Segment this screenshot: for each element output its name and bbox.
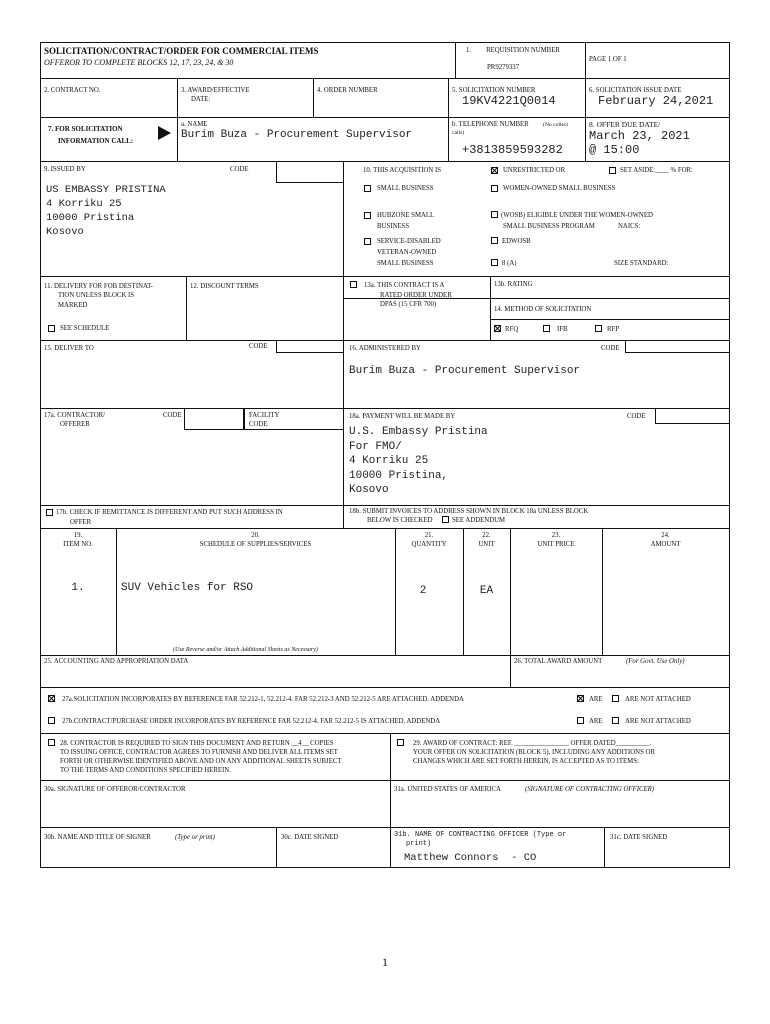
ifb-checkbox[interactable] xyxy=(543,325,550,332)
issuer-line-3: 10000 Pristina xyxy=(46,212,135,224)
signer-name-note: (Type or print) xyxy=(175,834,215,841)
award-date-label: 3. AWARD/EFFECTIVE xyxy=(181,87,250,94)
27b-checkbox[interactable] xyxy=(48,717,55,724)
contracting-officer-name: Matthew Connors - CO xyxy=(404,852,537,864)
unrestricted-checkbox[interactable] xyxy=(491,167,498,174)
payer-line-1: U.S. Embassy Pristina xyxy=(349,426,488,438)
hubzone-checkbox[interactable] xyxy=(364,212,371,219)
see-addendum-label: SEE ADDENDUM xyxy=(452,517,506,524)
discount-terms-label: 12. DISCOUNT TERMS xyxy=(190,283,259,290)
col-item-no-num: 19. xyxy=(73,532,83,539)
total-award-note: (For Govt. Use Only) xyxy=(626,658,685,665)
deliver-to-label: 15. DELIVER TO xyxy=(44,345,94,352)
wosb-checkbox[interactable] xyxy=(491,211,498,218)
form-subtitle: OFFEROR TO COMPLETE BLOCKS 12, 17, 23, 24, & 30 xyxy=(44,58,234,67)
usa-note: (SIGNATURE OF CONTRACTING OFFICER) xyxy=(525,786,655,793)
administered-by-label: 16. ADMINISTERED BY xyxy=(349,345,421,352)
27b-are-checkbox[interactable] xyxy=(577,717,584,724)
col-quantity-num: 21. xyxy=(424,532,434,539)
offer-due-time: @ 15:00 xyxy=(589,143,640,157)
29-label-1: 29. AWARD OF CONTRACT: REF. ________________ OFFER DATED__________. xyxy=(413,740,652,747)
8a-checkbox[interactable] xyxy=(491,259,498,266)
issuer-line-2: 4 Korriku 25 xyxy=(46,198,122,210)
contracting-officer-label-2: print) xyxy=(406,840,432,848)
28-label-3: FORTH OR OTHERWISE IDENTIFIED ABOVE AND ON ANY ADDITIONAL SHEETS SUBJECT xyxy=(60,758,342,765)
28-checkbox[interactable] xyxy=(48,739,55,746)
remittance-checkbox[interactable] xyxy=(46,509,53,516)
delivery-label-3: MARKED xyxy=(58,302,88,309)
27b-are-label: ARE xyxy=(589,718,603,725)
contact-name-label: a. NAME xyxy=(181,121,208,128)
rating-label: 13b. RATING xyxy=(494,281,533,288)
total-award-label: 26. TOTAL AWARD AMOUNT xyxy=(514,658,603,665)
payment-code-label: CODE xyxy=(627,413,646,420)
payer-line-4: 10000 Pristina, xyxy=(349,469,449,482)
administered-code-label: CODE xyxy=(601,345,620,352)
col-schedule-num: 20. xyxy=(251,532,260,539)
order-number-label: 4. ORDER NUMBER xyxy=(317,87,378,94)
contractor-label: 17a. CONTRACTOR/ xyxy=(44,412,106,419)
small-business-label: SMALL BUSINESS xyxy=(377,185,434,192)
payer-line-2: For FMO/ xyxy=(349,440,402,453)
rated-order-checkbox[interactable] xyxy=(350,281,357,288)
set-aside-label: SET ASIDE:____ % FOR: xyxy=(620,167,693,174)
description-cell: SUV Vehicles for RSO xyxy=(121,582,254,594)
size-standard-label: SIZE STANDARD: xyxy=(614,260,669,267)
col-schedule: SCHEDULE OF SUPPLIES/SERVICES xyxy=(199,541,312,548)
telephone-label: b. TELEPHONE NUMBER xyxy=(452,121,529,128)
27a-are-label: ARE xyxy=(589,696,603,703)
see-schedule-checkbox[interactable] xyxy=(48,325,55,332)
solicitation-number-label: 5. SOLICITATION NUMBER xyxy=(452,87,536,94)
offer-due-date: March 23, 2021 xyxy=(589,129,690,143)
8a-label: 8 (A) xyxy=(502,260,517,267)
edwosb-label: EDWOSB xyxy=(502,238,531,245)
col-amount: AMOUNT xyxy=(650,541,681,548)
27b-not-checkbox[interactable] xyxy=(612,717,619,724)
service-disabled-label-2: VETERAN-OWNED xyxy=(377,249,437,256)
delivery-label: 11. DELIVERY FOR FOB DESTINAT- xyxy=(44,283,153,290)
service-disabled-label: SERVICE-DISABLED xyxy=(377,238,441,245)
deliver-code-label: CODE xyxy=(249,343,268,350)
edwosb-checkbox[interactable] xyxy=(491,237,498,244)
col-unit-num: 22. xyxy=(482,532,491,539)
service-disabled-label-3: SMALL BUSINESS xyxy=(377,260,434,267)
27a-are-checkbox[interactable] xyxy=(577,695,584,702)
unrestricted-label: UNRESTRICTED OR xyxy=(503,167,566,174)
facility-label: FACILITY xyxy=(249,412,280,419)
page-indicator: PAGE 1 OF 1 xyxy=(589,56,627,63)
officer-date-signed-label: 31c. DATE SIGNED xyxy=(610,834,668,841)
accounting-label: 25. ACCOUNTING AND APPROPRIATION DATA xyxy=(44,658,189,665)
solicitation-number: 19KV4221Q0014 xyxy=(462,94,556,108)
offer-due-label: 8. OFFER DUE DATE/ xyxy=(589,120,661,129)
issue-date: February 24,2021 xyxy=(598,94,714,108)
28-label-4: TO THE TERMS AND CONDITIONS SPECIFIED HEREIN. xyxy=(60,767,231,774)
contract-no-label: 2. CONTRACT NO. xyxy=(44,87,101,94)
payment-label: 18a. PAYMENT WILL BE MADE BY xyxy=(349,413,456,420)
small-business-checkbox[interactable] xyxy=(364,185,371,192)
arrow-right-icon xyxy=(158,126,171,140)
rated-order-label-2: RATED ORDER UNDER xyxy=(380,292,452,299)
28-label-1: 28. CONTRACTOR IS REQUIRED TO SIGN THIS DOCUMENT AND RETURN __4__ COPIES xyxy=(60,740,334,747)
rfq-label: RFQ xyxy=(505,326,519,333)
form-title: SOLICITATION/CONTRACT/ORDER FOR COMMERCIAL ITEMS xyxy=(44,46,319,56)
col-item-no: ITEM NO. xyxy=(63,541,93,548)
27a-checkbox[interactable] xyxy=(48,695,55,702)
delivery-label-2: TION UNLESS BLOCK IS xyxy=(58,292,135,299)
naics-label: NAICS: xyxy=(618,223,641,230)
rated-order-label: 13a. THIS CONTRACT IS A xyxy=(364,282,445,289)
29-label-3: CHANGES WHICH ARE SET FORTH HEREIN, IS ACCEPTED AS TO ITEMS: xyxy=(413,758,639,765)
rfp-checkbox[interactable] xyxy=(595,325,602,332)
req-number-label: 1. xyxy=(466,47,472,54)
req-value: PR9279337 xyxy=(487,64,520,71)
req-label: REQUISITION NUMBER xyxy=(486,47,560,54)
offeror-signature-label: 30a. SIGNATURE OF OFFEROR/CONTRACTOR xyxy=(44,786,186,793)
service-disabled-checkbox[interactable] xyxy=(364,238,371,245)
item-no-cell: 1. xyxy=(71,582,85,594)
method-label: 14. METHOD OF SOLICITATION xyxy=(494,306,592,313)
page-number: 1 xyxy=(382,955,388,969)
hubzone-label-2: BUSINESS xyxy=(377,223,410,230)
payer-line-5: Kosovo xyxy=(349,484,389,496)
hubzone-label: HUBZONE SMALL xyxy=(377,212,435,219)
wosb-label: (WOSB) ELIGIBLE UNDER THE WOMEN-OWNED xyxy=(501,212,653,219)
contact-name: Burim Buza - Procurement Supervisor xyxy=(181,129,413,141)
issuer-line-4: Kosovo xyxy=(46,226,84,238)
27a-not-checkbox[interactable] xyxy=(612,695,619,702)
issuer-line-1: US EMBASSY PRISTINA xyxy=(46,184,166,196)
contractor-code-label: CODE xyxy=(163,412,182,419)
issue-date-label: 6. SOLICITATION ISSUE DATE xyxy=(589,87,682,94)
submit-invoices-label: 18b. SUBMIT INVOICES TO ADDRESS SHOWN IN BLOCK 18a UNLESS BLOCK xyxy=(349,508,589,515)
telephone-number: +3813859593282 xyxy=(462,143,563,157)
administered-by-name: Burim Buza - Procurement Supervisor xyxy=(349,365,581,377)
ifb-label: IFB xyxy=(557,326,568,333)
payer-line-3: 4 Korriku 25 xyxy=(349,455,429,467)
col-unit: UNIT xyxy=(478,541,495,548)
info-call-label-2: INFORMATION CALL: xyxy=(58,137,134,145)
unit-cell: EA xyxy=(479,585,494,597)
29-label-2: YOUR OFFER ON SOLICITATION (BLOCK 5), INCLUDING ANY ADDITIONS OR xyxy=(413,749,655,756)
women-owned-label: WOMEN-OWNED SMALL BUSINESS xyxy=(503,185,616,192)
facility-label-2: CODE xyxy=(249,421,268,428)
contracting-officer-label: 31b. NAME OF CONTRACTING OFFICER (Type or xyxy=(394,831,567,839)
28-label-2: TO ISSUING OFFICE. CONTRACTOR AGREES TO FURNISH AND DELIVER ALL ITEMS SET xyxy=(60,749,338,756)
27a-not-label: ARE NOT ATTACHED xyxy=(625,696,691,703)
continuation-note: (Use Reverse and/or Attach Additional Sheets as Necessary) xyxy=(173,647,318,653)
submit-invoices-label-2: BELOW IS CHECKED xyxy=(367,517,433,524)
women-owned-checkbox[interactable] xyxy=(491,185,498,192)
quantity-cell: 2 xyxy=(419,585,427,597)
rfp-label: RFP xyxy=(607,326,620,333)
award-date-label-2: DATE: xyxy=(191,96,211,103)
wosb-label-2: SMALL BUSINESS PROGRAM xyxy=(503,223,595,230)
issued-by-label: 9. ISSUED BY xyxy=(44,166,86,173)
contractor-label-2: OFFERER xyxy=(60,421,90,428)
telephone-note-2: calls) xyxy=(452,130,465,136)
issued-code-label: CODE xyxy=(230,166,249,173)
29-checkbox[interactable] xyxy=(397,739,404,746)
date-signed-label: 30c. DATE SIGNED xyxy=(281,834,339,841)
col-amount-num: 24. xyxy=(661,532,670,539)
acquisition-label: 10. THIS ACQUISITION IS xyxy=(363,167,442,174)
col-quantity: QUANTITY xyxy=(411,541,447,548)
see-addendum-checkbox[interactable] xyxy=(442,516,449,523)
see-schedule-label: SEE SCHEDULE xyxy=(60,325,110,332)
col-unit-price-num: 23. xyxy=(551,532,561,539)
telephone-note: (No collect xyxy=(543,122,569,128)
remittance-label-2: OFFER xyxy=(70,519,92,526)
signer-name-label: 30b. NAME AND TITLE OF SIGNER xyxy=(44,834,151,841)
col-unit-price: UNIT PRICE xyxy=(537,541,575,548)
set-aside-checkbox[interactable] xyxy=(609,167,616,174)
usa-label: 31a. UNITED STATES OF AMERICA xyxy=(394,786,501,793)
27b-not-label: ARE NOT ATTACHED xyxy=(625,718,691,725)
info-call-label: 7. FOR SOLICITATION xyxy=(48,125,123,133)
27a-label: 27a.SOLICITATION INCORPORATES BY REFERENCE FAR 52.212-1, 52.212-4. FAR 52.212-3 AND 52.212-5 ARE ATTACHED. ADDENDA xyxy=(62,696,464,703)
rated-order-label-3: DPAS (15 CFR 700) xyxy=(380,301,437,308)
rfq-checkbox[interactable] xyxy=(494,325,501,332)
27b-label: 27b.CONTRACT/PURCHASE ORDER INCORPORATES BY REFERENCE FAR 52.212-4. FAR 52.212-5 IS ATTACHED. ADDENDA xyxy=(62,718,441,725)
remittance-label: 17b. CHECK IF REMITTANCE IS DIFFERENT AND PUT SUCH ADDRESS IN xyxy=(56,509,283,516)
